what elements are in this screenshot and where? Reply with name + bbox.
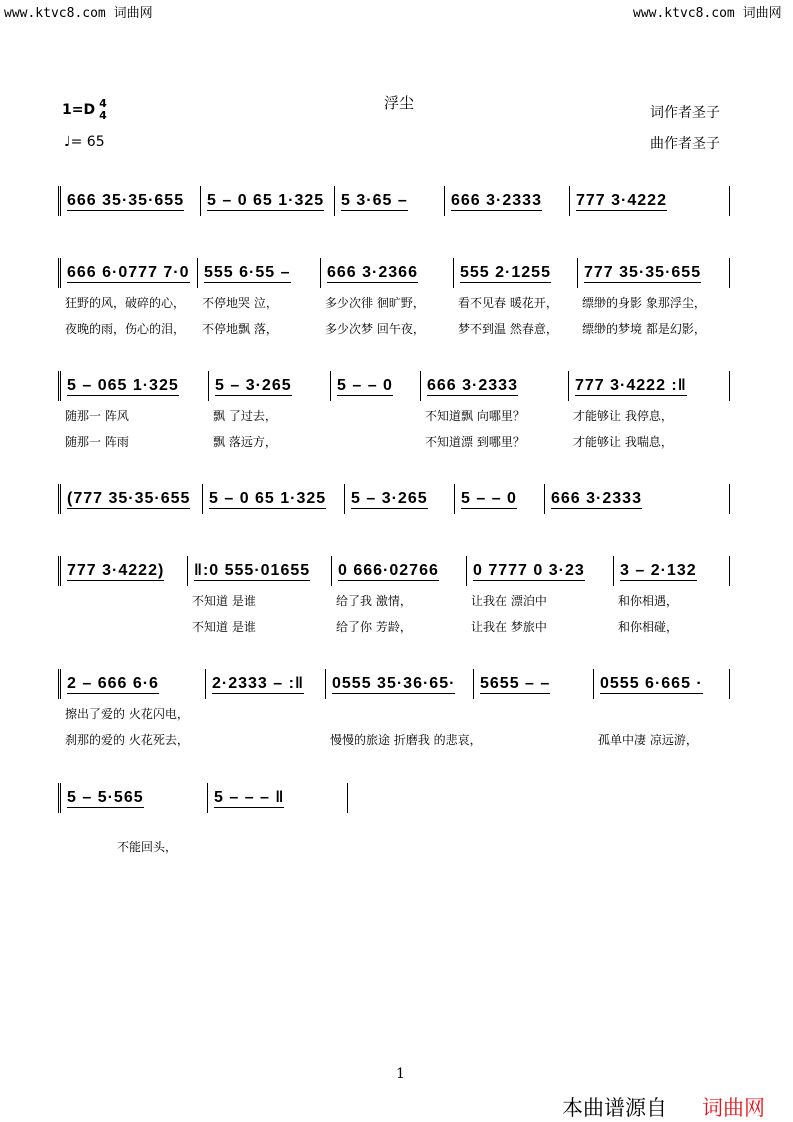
lyric-verse-2: 飘 落远方， [213, 435, 277, 449]
notes: 777 35·35·655 [584, 263, 702, 281]
notes: 5655 – – [480, 674, 551, 692]
measure [58, 484, 203, 514]
lyric-verse-2: 才能够让 我喘息， [573, 435, 673, 449]
notes: 5 – – – ‖ [214, 788, 285, 806]
time-signature [99, 98, 107, 122]
notes: 666 3·2366 [327, 263, 418, 281]
notes: 5 – 3·265 [215, 376, 292, 394]
lyric-verse-1: 狂野的风，破碎的心， [65, 296, 186, 310]
watermark-right: www.ktvc8.com 词曲网 [633, 6, 782, 21]
notes: 5 – – 0 [461, 489, 517, 507]
lyric-verse-2: 不知道 是谁 [192, 620, 256, 634]
notes: 5 – 3·265 [351, 489, 428, 507]
notes: 0 7777 0 3·23 [473, 561, 585, 579]
page-number: 1 [396, 1066, 405, 1082]
measure [570, 186, 730, 216]
lyric-verse-2: 慢慢的旅途 折磨我 的悲哀， [330, 733, 482, 747]
lyric-verse-2: 随那一 阵雨 [65, 435, 129, 449]
measure [331, 371, 421, 401]
notes: 555 2·1255 [460, 263, 551, 281]
lyric-verse-2: 缥缈的梦境 都是幻影， [582, 322, 706, 336]
measure [209, 371, 331, 449]
measure [326, 669, 482, 747]
lyric-verse-1: 给了我 激情， [336, 594, 412, 608]
measure [58, 258, 198, 336]
lyric-verse-2: 给了你 芳龄， [336, 620, 412, 634]
score-row [58, 556, 730, 634]
watermark-left: www.ktvc8.com 词曲网 [4, 6, 153, 21]
lyric-verse-2: 不停地飘 落， [202, 322, 278, 336]
measure [208, 783, 348, 813]
score-row [58, 669, 730, 747]
lyric-verse-1: 才能够让 我停息， [573, 409, 673, 423]
measure [545, 484, 730, 514]
measure [594, 669, 730, 747]
final-lyric: 不能回头， [117, 840, 178, 854]
measure [578, 258, 730, 336]
measure [467, 556, 614, 634]
measure [188, 556, 332, 634]
source-site: 词曲网 [702, 1096, 765, 1120]
lyric-verse-1: 飘 了过去， [213, 409, 277, 423]
lyric-verse-1: 和你相遇， [618, 594, 679, 608]
measure [206, 669, 326, 699]
measure [321, 258, 454, 336]
lyric-verse-2: 刹那的爱的 火花死去， [65, 733, 189, 747]
measure [335, 186, 445, 216]
measure [58, 783, 208, 813]
notes: 666 3·2333 [451, 191, 542, 209]
measure [58, 556, 188, 586]
notes: 5 – 065 1·325 [67, 376, 179, 394]
measure [58, 371, 209, 449]
measure [614, 556, 730, 634]
lyricist: 词作者圣子 [650, 105, 720, 121]
measure [332, 556, 467, 634]
score-row [58, 186, 730, 216]
notes: 3 – 2·132 [620, 561, 697, 579]
measure [58, 669, 206, 747]
lyric-verse-2: 梦不到温 然春意， [458, 322, 558, 336]
lyric-verse-2: 不知道漂 到哪里？ [425, 435, 525, 449]
notes: 666 3·2333 [551, 489, 642, 507]
score-row [58, 258, 730, 336]
notes: 2·2333 – :‖ [212, 674, 304, 692]
lyric-verse-2: 和你相碰， [618, 620, 679, 634]
key: 1=D [62, 102, 96, 118]
notes: 555 6·55 – [204, 263, 291, 281]
lyric-verse-1: 不知道飘 向哪里？ [425, 409, 525, 423]
measure [454, 258, 578, 336]
notes: 5 – 0 65 1·325 [207, 191, 325, 209]
lyric-verse-1: 看不见春 暖花开， [458, 296, 558, 310]
notes: 666 35·35·655 [67, 191, 185, 209]
lyric-verse-1: 不停地哭 泣， [202, 296, 278, 310]
measure [474, 669, 594, 699]
time-top: 4 [99, 97, 107, 110]
lyric-verse-1: 不知道 是谁 [192, 594, 256, 608]
source-label: 本曲谱源自 [562, 1096, 667, 1120]
notes: 666 6·0777 7·0 [67, 263, 190, 281]
notes: ‖:0 555·01655 [194, 561, 311, 579]
composer: 曲作者圣子 [650, 136, 720, 152]
measure [201, 186, 335, 216]
notes: 5 – 0 65 1·325 [209, 489, 327, 507]
notes: (777 35·35·655 [67, 489, 191, 507]
lyric-verse-1: 缥缈的身影 象那浮尘， [582, 296, 706, 310]
score-row [58, 783, 358, 813]
measure [455, 484, 545, 514]
notes: 0 666·02766 [338, 561, 439, 579]
lyric-verse-1: 让我在 漂泊中 [471, 594, 547, 608]
lyric-verse-2: 让我在 梦旅中 [471, 620, 547, 634]
notes: 5 – 5·565 [67, 788, 144, 806]
lyric-verse-1: 随那一 阵风 [65, 409, 129, 423]
notes: 777 3·4222 [576, 191, 667, 209]
notes: 777 3·4222 :‖ [575, 376, 687, 394]
lyric-verse-1: 多少次徘 徊旷野， [325, 296, 425, 310]
time-bottom: 4 [99, 109, 107, 122]
measure [569, 371, 730, 449]
measure [58, 186, 201, 216]
notes: 0555 6·665 · [600, 674, 703, 692]
key-signature [62, 98, 107, 122]
notes: 2 – 666 6·6 [67, 674, 159, 692]
score-row [58, 484, 730, 514]
lyric-verse-2: 多少次梦 回午夜， [325, 322, 425, 336]
notes: 5 3·65 – [341, 191, 408, 209]
measure [198, 258, 321, 336]
lyric-verse-2: 夜晚的雨，伤心的泪， [65, 322, 186, 336]
lyric-verse-1: 擦出了爱的 火花闪电， [65, 707, 189, 721]
notes: 777 3·4222) [67, 561, 165, 579]
measure [203, 484, 345, 514]
song-title: 浮尘 [384, 94, 415, 112]
measure [421, 371, 569, 449]
lyric-verse-2: 孤单中凄 凉远游， [598, 733, 698, 747]
measure [345, 484, 455, 514]
measure [445, 186, 570, 216]
notes: 0555 35·36·65· [332, 674, 456, 692]
notes: 5 – – 0 [337, 376, 393, 394]
notes: 666 3·2333 [427, 376, 518, 394]
tempo: ♩= 65 [64, 134, 105, 150]
score-row [58, 371, 730, 449]
